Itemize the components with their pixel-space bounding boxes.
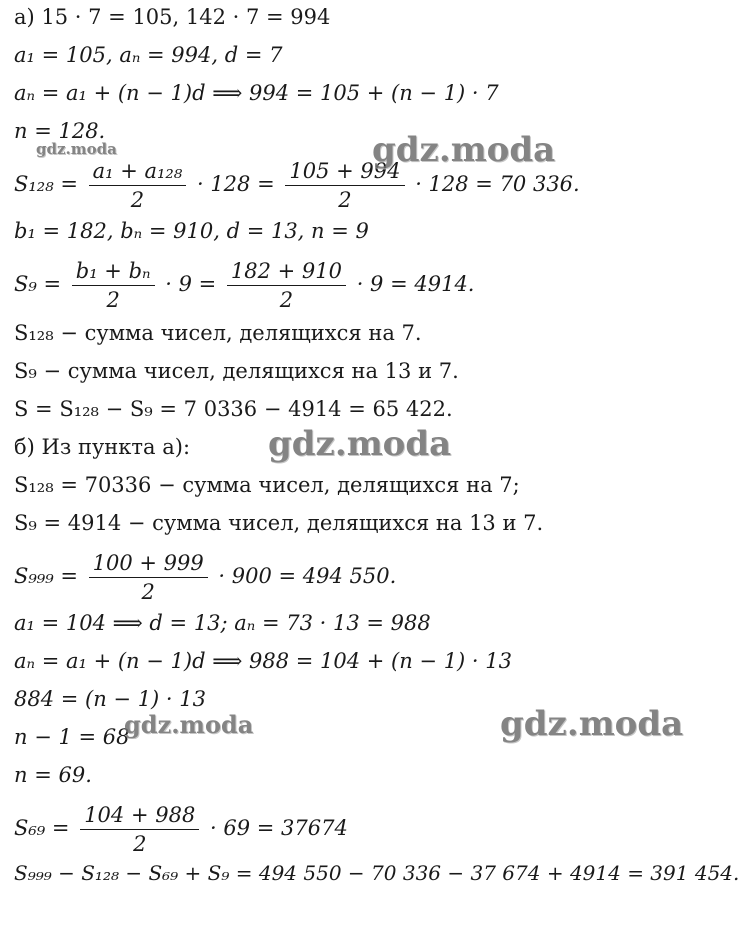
s128-mid: · 128 = [196, 172, 275, 196]
line-an-formula-2: aₙ = a₁ + (n − 1)d ⟹ 988 = 104 + (n − 1) · 13 [14, 649, 513, 673]
fraction-4-numerator: 182 + 910 [230, 259, 343, 283]
fraction-5 [89, 550, 208, 605]
s69-result: · 69 = 37674 [210, 816, 348, 840]
fraction-4 [227, 258, 346, 313]
line-a1-104: a₁ = 104 ⟹ d = 13; aₙ = 73 · 13 = 988 [14, 611, 431, 635]
fraction-3-numerator: b₁ + bₙ [75, 259, 151, 283]
s128-result: · 128 = 70 336. [415, 172, 580, 196]
s999-equation [14, 550, 396, 605]
s128-lhs: S₁₂₈ = [14, 172, 78, 196]
line-final: S₉₉₉ − S₁₂₈ − S₆₉ + S₉ = 494 550 − 70 336 − 37 674 + 4914 = 391 454. [14, 861, 740, 885]
line-2: a₁ = 105, aₙ = 994, d = 7 [14, 43, 283, 67]
watermark-5: gdz.moda [500, 704, 684, 744]
fraction-3-denominator: 2 [72, 285, 155, 313]
watermark-1: gdz.moda [36, 140, 117, 158]
s69-equation [14, 802, 348, 857]
line-884: 884 = (n − 1) · 13 [14, 687, 206, 711]
line-4: n = 128. [14, 119, 106, 143]
fraction-5-numerator: 100 + 999 [92, 551, 204, 575]
s9-result: · 9 = 4914. [356, 272, 475, 296]
fraction-6-denominator: 2 [80, 829, 199, 857]
s999-result: · 900 = 494 550. [218, 564, 397, 588]
s9-mid: · 9 = [165, 272, 217, 296]
fraction-2-numerator: 105 + 994 [289, 159, 401, 183]
line-part-b: б) Из пункта а): [14, 435, 191, 459]
fraction-3 [72, 258, 155, 313]
watermark-4: gdz.moda [124, 710, 254, 739]
line-n-minus-1: n − 1 = 68 [14, 725, 130, 749]
fraction-5-denominator: 2 [89, 577, 208, 605]
fraction-1-denominator: 2 [89, 185, 187, 213]
fraction-6 [80, 802, 199, 857]
line-b-s9: S₉ = 4914 − сумма чисел, делящихся на 13 и 7. [14, 511, 544, 535]
watermark-3: gdz.moda [268, 424, 452, 464]
fraction-6-numerator: 104 + 988 [84, 803, 196, 827]
watermark-2: gdz.moda [372, 130, 556, 170]
line-n-69: n = 69. [14, 763, 92, 787]
s9-equation [14, 258, 474, 313]
fraction-4-denominator: 2 [227, 285, 346, 313]
s69-lhs: S₆₉ = [14, 816, 70, 840]
line-s128-desc: S₁₂₈ − сумма чисел, делящихся на 7. [14, 321, 422, 345]
line-1: а) 15 · 7 = 105, 142 · 7 = 994 [14, 5, 331, 29]
line-3: aₙ = a₁ + (n − 1)d ⟹ 994 = 105 + (n − 1) · 7 [14, 81, 499, 105]
line-s-total: S = S₁₂₈ − S₉ = 7 0336 − 4914 = 65 422. [14, 397, 453, 421]
line-b-s128: S₁₂₈ = 70336 − сумма чисел, делящихся на 7; [14, 473, 520, 497]
s9-lhs: S₉ = [14, 272, 62, 296]
fraction-1 [89, 158, 187, 213]
line-b-values: b₁ = 182, bₙ = 910, d = 13, n = 9 [14, 219, 369, 243]
fraction-1-numerator: a₁ + a₁₂₈ [92, 159, 183, 183]
fraction-2-denominator: 2 [285, 185, 404, 213]
s999-lhs: S₉₉₉ = [14, 564, 78, 588]
line-s9-desc: S₉ − сумма чисел, делящихся на 13 и 7. [14, 359, 459, 383]
